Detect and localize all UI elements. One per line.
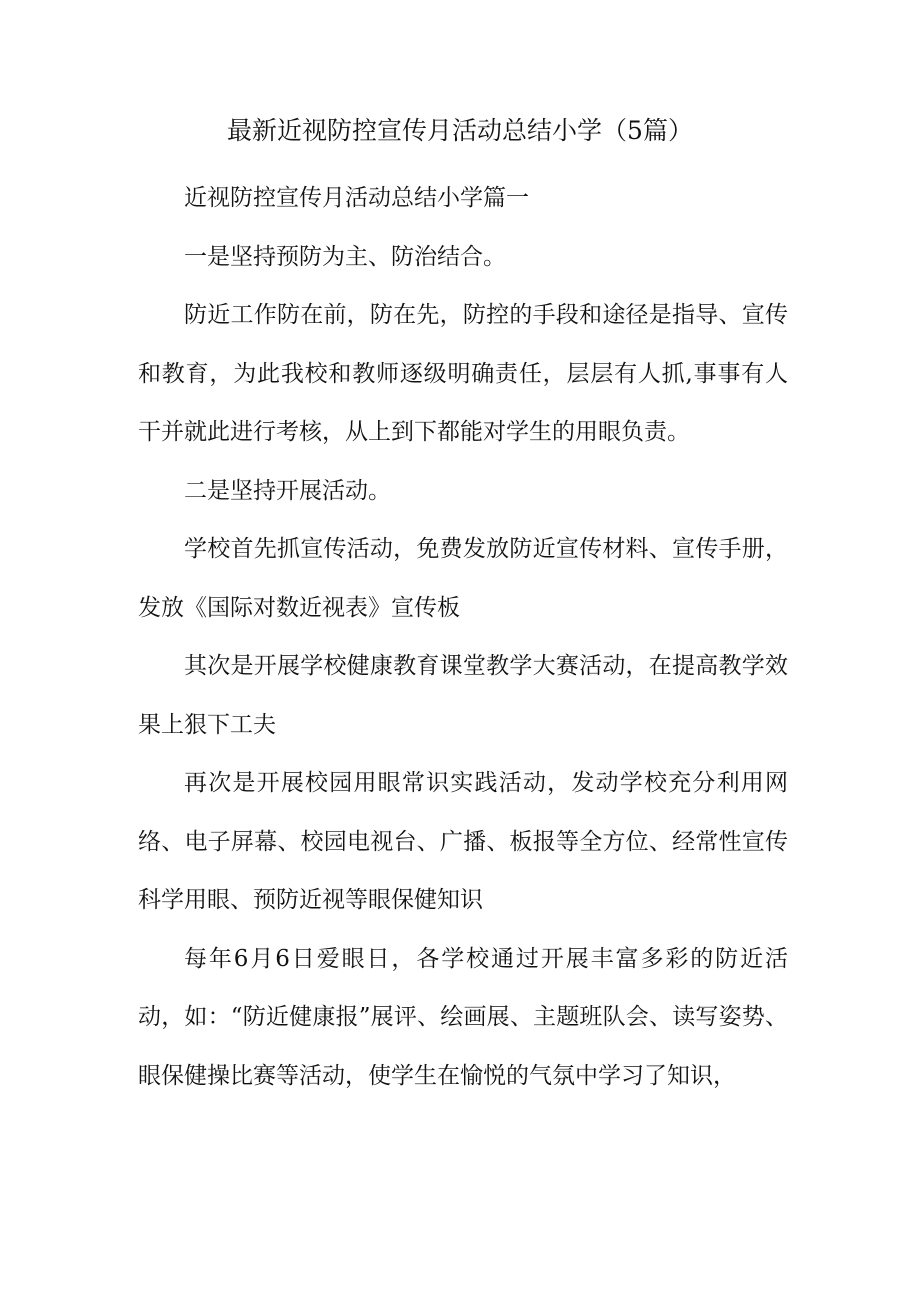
paragraph: 再次是开展校园用眼常识实践活动，发动学校充分利用网络、电子屏幕、校园电视台、广播、板报等全方位、经常性宣传科学用眼、预防近视等眼保健知识 — [138, 770, 788, 913]
document-title: 最新近视防控宣传月活动总结小学（5篇） — [227, 116, 693, 145]
paragraph: 学校首先抓宣传活动，免费发放防近宣传材料、宣传手册，发放《国际对数近视表》宣传板 — [138, 536, 788, 621]
paragraph: 一是坚持预防为主、防治结合。 — [184, 243, 506, 270]
paragraph: 其次是开展学校健康教育课堂教学大赛活动，在提高教学效果上狠下工夫 — [138, 653, 788, 738]
paragraph: 防近工作防在前，防在先，防控的手段和途径是指导、宣传和教育，为此我校和教师逐级明确责任，层层有人抓,事事有人干并就此进行考核，从上到下都能对学生的用眼负责。 — [138, 302, 788, 445]
document-body — [138, 169, 788, 1105]
paragraph: 二是坚持开展活动。 — [184, 477, 391, 504]
section-heading: 近视防控宣传月活动总结小学篇一 — [184, 185, 529, 211]
paragraph: 每年6月6日爱眼日，各学校通过开展丰富多彩的防近活动，如：“防近健康报”展评、绘画展、主题班队会、读写姿势、眼保健操比赛等活动，使学生在愉悦的气氛中学习了知识， — [138, 945, 788, 1089]
